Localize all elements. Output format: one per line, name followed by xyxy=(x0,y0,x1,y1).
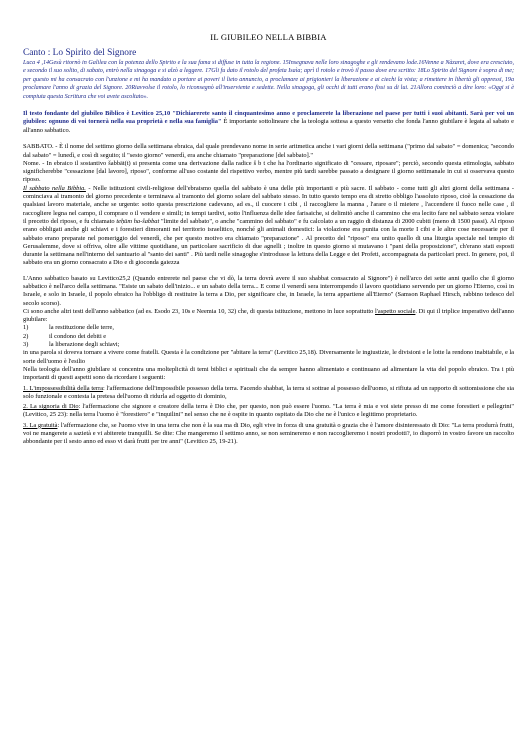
paragraph-anno-sabbatico: L'Anno sabbatico basato su Levitico25,2 (Quando entrerete nel paese che vi dò, la terra dovrà avere il suo shabbat consacrato al Signore") è nell'arco dei sette anni quello che il giorno sabbatico è nell'arco della settimana. "Esiste un sabato dell'inizio... e un sabato della terra... E come il venerdì sera interrompendo il lavoro quotidiano servendo per un giorno l'Eterno, così in Israele, e solo in Israele, il popolo ebraico ha l'obbligo di restituire la terra a Dio, per significare che, in Israele, la terra appartiene all'Eterno" (Samson Raphael Hirsch, rabbino tedesco del secolo scorso). xyxy=(23,274,514,307)
paragraph-italic-term: teḥūm ha-šabbat xyxy=(116,217,160,225)
list-item-text: il condono dei debiti e xyxy=(49,332,107,340)
point-gratuita xyxy=(23,422,514,447)
paragraph-label: Il sabbato nella Bibbia. xyxy=(23,184,86,192)
paragraph-underlined: l'aspetto sociale xyxy=(374,307,416,315)
paragraph-text-end: . Di qui il triplice imperativo dell'anno giubilare: xyxy=(23,307,514,324)
intro-rest-text: È importante sottolineare che la teologia sottesa a questo versetto che fonda l'anno giubilare è legata al sabato e all'anno sabbatico. xyxy=(23,118,514,134)
list-item-text: la liberazione degli schiavi; xyxy=(49,341,120,349)
canto-heading: Canto : Lo Spirito del Signore xyxy=(23,48,137,58)
point-label: 3. La gratuità xyxy=(23,421,58,429)
gospel-verse: Luca 4 ,14Gesù ritornò in Galilea con la potenza dello Spirito e la sua fama si diffuse in tutta la regione. 15Insegnava nelle loro sinagoghe e gli rendevano lode.16Venne a Nàzaret, dove era cresciuto, e secondo il suo solito, di sabato, entrò nella sinagoga e si alzò a leggere. 17Gli fu dato il rotolo del profeta Isaìa; aprì il rotolo e trovò il passo dove era scritto: 18Lo Spirito del Signore è sopra di me; per questo mi ha consacrato con l'unzione e mi ha mandato a portare ai poveri il lieto annuncio, a proclamare ai prigionieri la liberazione e ai ciechi la vista; a rimettere in libertà gli oppressi, 19a proclamare l'anno di grazia del Signore. 20Riavvolse il rotolo, lo riconsegnò all'inserviente e sedette. Nella sinagoga, gli occhi di tutti erano fissi su di lui. 21Allora cominciò a dire loro: «Oggi si è compiuta questa Scrittura che voi avete ascoltato». xyxy=(23,60,514,100)
list-item xyxy=(23,333,514,341)
point-label: 2. La signoria di Dio xyxy=(23,403,79,411)
paragraph-sabbato-bibbia xyxy=(23,185,514,268)
paragraph-sabbato: SABBATO. - È il nome del settimo giorno della settimana ebraica, dal quale prendevano nome in serie aritmetica anche i vari giorni della settimana ("primo dal sabato" = domenica; "secondo dal sabato" = lunedì, e così di seguito; il "sesto giorno" venerdì, era anche chiamato "preparazione [del sabbato]." xyxy=(23,143,514,159)
point-signoria xyxy=(23,403,514,420)
point-impossessibilita xyxy=(23,385,514,402)
paragraph-teologia: Nella teologia dell'anno giubilare si concentra una molteplicità di temi biblici e spirituali che da sempre hanno alimentato e continuano ad alimentare la vita del popolo ebraico. Tra i più importanti di questi aspetti sono da ricordare i seguenti: xyxy=(23,365,514,382)
point-label: 1. L'impossessibilità della terra xyxy=(23,384,104,392)
list-item-number: 3) xyxy=(23,341,29,349)
list-item-number: 2) xyxy=(23,332,29,340)
paragraph-text: Ci sono anche altri testi dell'anno sabbatico (ad es. Esodo 23, 10s e Neemia 10, 32) che, di questa istituzione, mettono in luce soprattutto xyxy=(23,307,375,315)
paragraph-text: - Nelle istituzioni civili-religiose dell'ebraismo quella del sabbato è una delle più importanti e più sacre. Il sabbato - come tutti gli altri giorni della settimana - cominciava al tramonto del giorno precedente e terminava al tramonto del giorno solare del sabbato stesso. In tutto questo tempo era di stretto obbligo l'assoluto riposo, cioè la cessazione da qualsiasi lavoro materiale, anche se urgente: sotto questa prescrizione cadevano, ad es., il cuocere i cibi , il raccogliere la manna , l'arare o il mietere , l'accendere il fuoco nelle case , il raccogliere legna nel campo, il comprare o il vendere e simili; in tempi tardivi, sotto l'influenza delle idee farisaiche, si delimitò anche il cammino che era lecito fare nel sabbato senza violare il precetto del riposo, e fu chiamato xyxy=(23,184,514,225)
point-text: : l'affermazione che signore e creatore della terra è Dio che, per questo, non può essere l'uomo. "La terra è mia e voi siete presso di me come forestieri e pellegrini" (Levitico, 25 23): nella terra l'uomo è "forestiero" e "inquilini" nel senso che ne è ospite in quanto ospitato da Dio che ne è l'unico e legittimo proprietario. xyxy=(23,403,514,419)
intro-paragraph xyxy=(23,110,514,135)
paragraph-ci-sono xyxy=(23,308,514,325)
body-text xyxy=(23,143,514,446)
list-item xyxy=(23,341,514,349)
list-item xyxy=(23,324,514,332)
paragraph-una-parola: in una parola si doveva tornare a vivere come fratelli. Questa è la condizione per "abitare la terra" (Levitico 25,18). Diversamente le ingiustizie, le divisioni e le lotte la rendono inabitabile, e la sorte dell'uomo è l'esilio xyxy=(23,349,514,365)
list-item-number: 1) xyxy=(23,324,29,332)
paragraph-nome: Nome. - In ebraico il sostantivo šabbāt(t) si presenta come una derivazione dalla radice š b t che ha l'ordinario significato di "cessare, riposare"; perciò, secondo questa etimologia, sabbato significherebbe "cessazione [dal lavoro], riposo", conforme all'uso costante del rispettivo verbo, mentre più tardi sarebbe passato a designare il giorno settimanale in cui si osservava questo riposo. xyxy=(23,159,514,184)
point-text: : l'affermazione che, se l'uomo vive in una terra che non è la sua ma di Dio, egli vive in forza di una gratuità o grazia che è l'amore disinteressato di Dio: "La terra produrrà frutti, voi ne mangerete a sazietà e vi abiterete tranquilli. Se dite: Che mangeremo il settimo anno, se non semineremo e non raccoglieremo i nostri prodotti?, io disporrò in vostro favore un raccolto abbondante per il sesto anno ed esso vi darà frutti per tre anni" (Levitico 25, 19-21). xyxy=(23,421,515,446)
point-text: : l'affermazione dell'impossibile possesso della terra. Facendo shabbat, la terra si sottrae al possesso dell'uomo, si rifiuta ad un rapporto di sottomissione che sia solo funzionale e contesta la pretesa dell'uomo di ridurla ad oggetto di dominio, xyxy=(23,384,514,400)
list-item-text: la restituzione delle terre, xyxy=(49,324,114,332)
page-title: IL GIUBILEO NELLA BIBBIA xyxy=(210,32,327,42)
intro-bold-text: Il testo fondante del giubileo Biblico è Levitico 25,10 "Dichiarerete santo il cinquantesimo anno e proclamerete la liberazione nel paese per tutti i suoi abitanti. Sarà per voi un giubileo: ognuno di voi tornerà nella sua proprietà e nella sua famiglia" xyxy=(23,110,514,126)
imperative-list xyxy=(23,324,514,349)
paragraph-text-end: "limite del sabbato", o anche "cammino del sabbato" e fu calcolato a un raggio di distanza di 2000 cubiti (meno di 1500 passi). Al riposo erano obbligati anche gli schiavi e i forestieri dimoranti nel territorio israelitico, nonché gli animali domestici: la violazione era punita con la morte I cibi e le altre cose necessarie per il sabbato erano preparate nel pomeriggio del venerdì, che per questo motivo era chiamato "preparazione" . Al precetto del "riposo" era unito quello di una liturgia speciale nel tempio di Gerusalemme, dove si offriva, oltre alle vittime quotidiane, un particolare sacrificio di due agnelli ; inoltre in questo giorno si mutavano i "pani della proposizione", ch'erano stati esposti durante la settimana nell'interno del santuario al "santo dei santi" . Più tardi nelle sinagoghe s'introdusse la lettura della Legge e dei Profeti, accompagnata da particolari preci. In genere, poi, il sabbato era un giorno consacrato a Dio e di gioconda gaiezza xyxy=(23,217,515,267)
